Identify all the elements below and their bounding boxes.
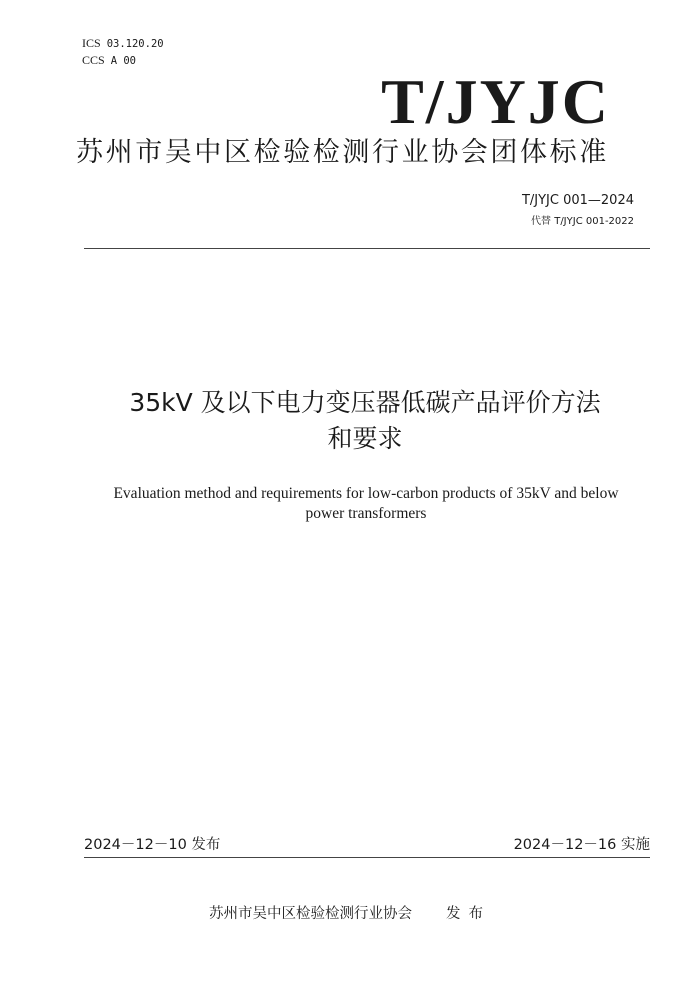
ics-code: 03.120.20 [106, 38, 164, 50]
title-cn-line-1: 35kV 及以下电力变压器低碳产品评价方法 [129, 388, 601, 417]
ccs-label: CCS [82, 53, 105, 67]
document-title-cn [60, 385, 670, 457]
implementation-date: 2024－12－16 实施 [513, 837, 650, 853]
release-date: 2024－12－10 发布 [84, 837, 221, 853]
title-en-line-2: power transformers [305, 505, 427, 522]
publisher-line [0, 905, 700, 923]
ics-label: ICS [82, 36, 101, 50]
footer-divider [84, 857, 650, 858]
ics-line [82, 36, 164, 51]
header-divider [84, 248, 650, 249]
replaces-note: 代替 T/JYJC 001-2022 [531, 216, 634, 227]
title-en-line-1: Evaluation method and requirements for low-carbon products of 35kV and below [113, 485, 619, 502]
ccs-line [82, 53, 136, 68]
organization-title: 苏州市吴中区检验检测行业协会团体标准 [76, 137, 609, 168]
ccs-code: A 00 [110, 55, 136, 67]
publish-label: 发布 [446, 906, 491, 922]
title-cn-line-2: 和要求 [327, 424, 403, 453]
standard-brand: T/JYJC [381, 66, 610, 137]
publisher-name: 苏州市吴中区检验检测行业协会 [209, 906, 412, 922]
standard-number: T/JYJC 001—2024 [521, 193, 634, 208]
document-title-en [70, 484, 662, 524]
